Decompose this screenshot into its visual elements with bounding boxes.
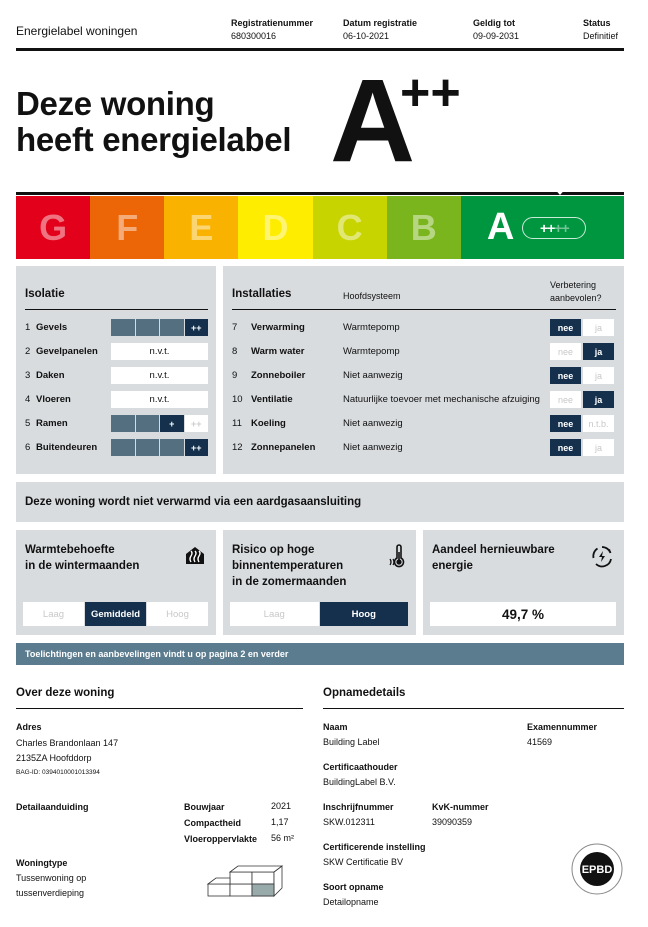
isolatie-row-number: 1 xyxy=(25,321,31,333)
installatie-row xyxy=(232,414,286,432)
verbetering-toggle xyxy=(550,415,614,432)
plus-indicator-on: ++ xyxy=(539,219,555,236)
plus-indicator-off: ++ xyxy=(554,219,569,236)
instelling-value: SKW Certificatie BV xyxy=(323,857,404,867)
warmte-option: Gemiddeld xyxy=(85,602,146,626)
scale-band-e xyxy=(164,196,238,259)
verbetering-toggle xyxy=(550,319,614,336)
compactheid-label: Compactheid xyxy=(184,818,242,828)
isolatie-divider xyxy=(25,309,208,310)
isolatie-nvt: n.v.t. xyxy=(111,391,208,408)
installatie-row-label: Ventilatie xyxy=(251,393,293,405)
risico-scale xyxy=(230,602,408,626)
isolatie-row-label: Daken xyxy=(36,369,65,381)
verbetering-toggle xyxy=(550,343,614,360)
over-title: Over deze woning xyxy=(16,687,115,699)
isolatie-row xyxy=(25,414,68,432)
risico-title-line-3: in de zomermaanden xyxy=(232,576,347,588)
isolatie-rating-cell xyxy=(160,319,184,336)
examennummer-label: Examennummer xyxy=(527,722,598,732)
isolatie-rating-cell xyxy=(136,415,160,432)
warmte-scale xyxy=(23,602,208,626)
verbetering-nee: nee xyxy=(550,439,581,456)
installatie-row-label: Zonneboiler xyxy=(251,369,306,381)
scale-band-letter: D xyxy=(262,206,289,248)
isolatie-rating xyxy=(111,415,208,432)
isolatie-row-label: Vloeren xyxy=(36,393,71,405)
vloeroppervlakte-label: Vloeroppervlakte xyxy=(184,834,258,844)
isolatie-rating-cell: + xyxy=(160,415,184,432)
scale-band-a xyxy=(461,196,624,259)
verbetering-toggle xyxy=(550,367,614,384)
isolatie-row-number: 6 xyxy=(25,441,31,453)
isolatie-row-number: 4 xyxy=(25,393,31,405)
scale-band-letter: C xyxy=(336,206,363,248)
energy-scale xyxy=(16,196,624,259)
isolatie-row xyxy=(25,342,98,360)
installatie-row-label: Zonnepanelen xyxy=(251,441,316,453)
isolatie-rating-cell xyxy=(136,319,160,336)
warmte-title-line-2: in de wintermaanden xyxy=(25,560,140,572)
isolatie-row-label: Gevels xyxy=(36,321,68,333)
installatie-row-number: 9 xyxy=(232,369,238,381)
app-title: Energielabel woningen xyxy=(16,24,138,38)
isolatie-title: Isolatie xyxy=(25,288,65,300)
isolatie-rating-cell xyxy=(160,439,184,456)
isolatie-nvt: n.v.t. xyxy=(111,343,208,360)
gas-notice-panel xyxy=(16,482,624,522)
toelichting-banner: Toelichtingen en aanbevelingen vindt u op pagina 2 en verder xyxy=(16,643,624,665)
isolatie-rating-cell: ++ xyxy=(185,439,209,456)
verbetering-ja: ja xyxy=(583,391,614,408)
verbetering-ja: ja xyxy=(583,319,614,336)
installatie-system: Niet aanwezig xyxy=(343,441,403,453)
registration-number-label: Registratienummer xyxy=(231,18,314,28)
installatie-row xyxy=(232,438,315,456)
over-divider xyxy=(16,708,303,709)
naam-label: Naam xyxy=(323,722,348,732)
status-value: Definitief xyxy=(583,31,619,41)
verbetering-toggle xyxy=(550,391,614,408)
installaties-divider xyxy=(232,309,616,310)
verbetering-header: Verbetering aanbevolen? xyxy=(550,280,602,303)
registration-date xyxy=(343,17,417,43)
scale-band-letter: B xyxy=(410,206,437,248)
verbetering-nee: nee xyxy=(550,343,581,360)
verbetering-nee: nee xyxy=(550,415,581,432)
bouwjaar-value: 2021 xyxy=(271,801,292,811)
verbetering-nee: nee xyxy=(550,319,581,336)
thermometer-icon xyxy=(388,544,410,573)
adres-line-1: Charles Brandonlaan 147 xyxy=(16,738,119,748)
certificaathouder-label: Certificaathouder xyxy=(323,762,398,772)
isolatie-row-number: 5 xyxy=(25,417,31,429)
building-type-icon xyxy=(206,862,286,905)
soort-opname-label: Soort opname xyxy=(323,882,384,892)
risico-option: Hoog xyxy=(320,602,409,626)
isolatie-rating-cell xyxy=(111,439,135,456)
registration-date-label: Datum registratie xyxy=(343,18,418,28)
woningtype-label: Woningtype xyxy=(16,858,68,868)
registration-date-value: 06-10-2021 xyxy=(343,31,390,41)
verbetering-nee: nee xyxy=(550,391,581,408)
scale-band-b xyxy=(387,196,461,259)
scale-band-g xyxy=(16,196,90,259)
installatie-row xyxy=(232,318,305,336)
risico-title xyxy=(232,542,346,590)
verbetering-ja: n.t.b. xyxy=(583,415,614,432)
isolatie-row xyxy=(25,390,71,408)
certificaathouder-value: BuildingLabel B.V. xyxy=(323,777,396,787)
isolatie-rating-cell xyxy=(136,439,160,456)
isolatie-row-number: 2 xyxy=(25,345,31,357)
bouwjaar-label: Bouwjaar xyxy=(184,802,225,812)
isolatie-panel xyxy=(16,266,216,474)
inschrijfnummer-label: Inschrijfnummer xyxy=(323,802,394,812)
house-heat-icon xyxy=(184,544,206,571)
status-label: Status xyxy=(583,18,611,28)
isolatie-nvt: n.v.t. xyxy=(111,367,208,384)
hernieuwbaar-title-line-1: Aandeel hernieuwbare xyxy=(432,544,555,556)
isolatie-rating-cell: ++ xyxy=(185,415,209,432)
energy-label-letter: A xyxy=(330,55,412,187)
bag-id: BAG-ID: 0394010001013394 xyxy=(16,769,100,776)
scale-band-d xyxy=(238,196,312,259)
warmte-title-line-1: Warmtebehoefte xyxy=(25,544,115,556)
verbetering-toggle xyxy=(550,439,614,456)
woningtype-value xyxy=(16,871,86,901)
epbd-logo xyxy=(570,842,624,901)
scale-band-f xyxy=(90,196,164,259)
verbetering-ja: ja xyxy=(583,343,614,360)
scale-band-c xyxy=(313,196,387,259)
installatie-system: Natuurlijke toevoer met mechanische afzuiging xyxy=(343,393,540,405)
inschrijfnummer-value: SKW.012311 xyxy=(323,817,375,827)
status xyxy=(583,17,618,43)
installatie-system: Niet aanwezig xyxy=(343,417,403,429)
scale-band-letter: A xyxy=(486,206,515,248)
registration-number-value: 680300016 xyxy=(231,31,277,41)
hernieuwbaar-title xyxy=(432,542,555,574)
kvk-value: 39090359 xyxy=(432,817,473,827)
valid-until-value: 09-09-2031 xyxy=(473,31,520,41)
risico-panel xyxy=(223,530,416,635)
naam-value: Building Label xyxy=(323,737,380,747)
installatie-row-label: Warm water xyxy=(251,345,305,357)
valid-until-label: Geldig tot xyxy=(473,18,515,28)
risico-title-line-2: binnentemperaturen xyxy=(232,560,344,572)
instelling-label: Certificerende instelling xyxy=(323,842,426,852)
installatie-row-number: 12 xyxy=(232,441,243,453)
installatie-system: Warmtepomp xyxy=(343,345,400,357)
recycle-energy-icon xyxy=(590,544,614,573)
gas-notice-text: Deze woning wordt niet verwarmd via een aardgasaansluiting xyxy=(25,496,362,508)
warmte-title xyxy=(25,542,139,574)
headline-line-1: Deze woning xyxy=(16,85,215,122)
opname-title: Opnamedetails xyxy=(323,687,406,699)
installatie-row xyxy=(232,390,293,408)
installatie-row-number: 11 xyxy=(232,417,242,429)
isolatie-row-number: 3 xyxy=(25,369,31,381)
adres-value xyxy=(16,736,118,766)
page-title xyxy=(16,86,291,158)
risico-title-line-1: Risico op hoge xyxy=(232,544,315,556)
verbetering-ja: ja xyxy=(583,367,614,384)
isolatie-row xyxy=(25,438,97,456)
hoofdsysteem-header: Hoofdsysteem xyxy=(343,291,401,301)
isolatie-row-label: Gevelpanelen xyxy=(36,345,98,357)
hernieuwbaar-title-line-2: energie xyxy=(432,560,473,572)
scale-divider xyxy=(16,192,624,195)
installatie-row-label: Koeling xyxy=(251,417,286,429)
risico-option: Laag xyxy=(230,602,319,626)
isolatie-rating xyxy=(111,319,208,336)
kvk-label: KvK-nummer xyxy=(432,802,489,812)
installatie-row xyxy=(232,366,305,384)
installatie-row-number: 10 xyxy=(232,393,243,405)
adres-label: Adres xyxy=(16,722,42,732)
header-divider xyxy=(16,48,624,51)
isolatie-rating-cell xyxy=(111,415,135,432)
opname-divider xyxy=(323,708,624,709)
epbd-logo-text: EPBD xyxy=(581,864,613,876)
warmte-panel xyxy=(16,530,216,635)
vloeroppervlakte-value: 56 m² xyxy=(271,833,295,843)
installatie-row-label: Verwarming xyxy=(251,321,305,333)
installaties-title: Installaties xyxy=(232,288,292,300)
scale-band-letter: E xyxy=(189,206,214,248)
compactheid-value: 1,17 xyxy=(271,817,289,827)
installatie-system: Niet aanwezig xyxy=(343,369,403,381)
hernieuwbaar-value: 49,7 % xyxy=(430,602,616,626)
isolatie-rating-cell xyxy=(111,319,135,336)
registration-number xyxy=(231,17,313,43)
plus-indicator xyxy=(522,217,586,239)
isolatie-row-label: Ramen xyxy=(36,417,68,429)
warmte-option: Hoog xyxy=(147,602,208,626)
isolatie-row xyxy=(25,318,67,336)
soort-opname-value: Detailopname xyxy=(323,897,379,907)
installatie-row-number: 8 xyxy=(232,345,238,357)
headline-line-2: heeft energielabel xyxy=(16,121,292,158)
hernieuwbaar-panel xyxy=(423,530,624,635)
isolatie-rating xyxy=(111,439,208,456)
woningtype-line-1: Tussenwoning op xyxy=(16,873,87,883)
verbetering-ja: ja xyxy=(583,439,614,456)
detailaanduiding-label: Detailaanduiding xyxy=(16,802,89,812)
warmte-option: Laag xyxy=(23,602,84,626)
installatie-system: Warmtepomp xyxy=(343,321,400,333)
scale-band-letter: F xyxy=(116,206,139,248)
isolatie-rating-cell: ++ xyxy=(185,319,209,336)
energy-label-plus: ++ xyxy=(400,64,461,122)
installaties-panel xyxy=(223,266,624,474)
adres-line-2: 2135ZA Hoofddorp xyxy=(16,753,92,763)
isolatie-row xyxy=(25,366,65,384)
installatie-row xyxy=(232,342,305,360)
woningtype-line-2: tussenverdieping xyxy=(16,888,85,898)
scale-marker-icon xyxy=(552,186,568,195)
scale-band-letter: G xyxy=(39,206,68,248)
isolatie-row-label: Buitendeuren xyxy=(36,441,98,453)
installatie-row-number: 7 xyxy=(232,321,238,333)
verbetering-nee: nee xyxy=(550,367,581,384)
valid-until xyxy=(473,17,519,43)
examennummer-value: 41569 xyxy=(527,737,553,747)
